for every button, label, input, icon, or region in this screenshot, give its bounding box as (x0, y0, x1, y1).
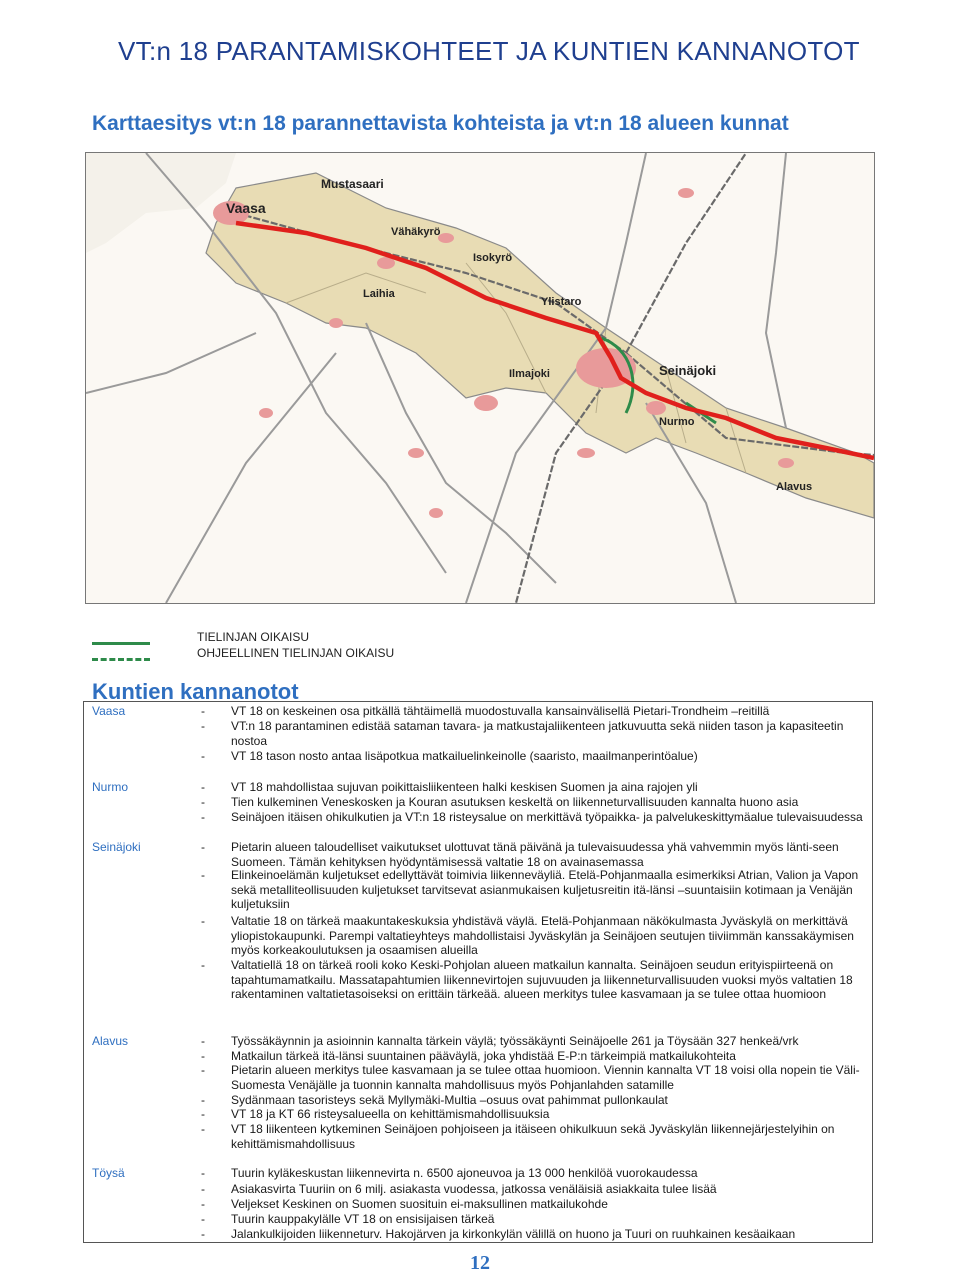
place-label: Ylistaro (541, 296, 582, 308)
place-label: Nurmo (659, 416, 695, 428)
list-item: - Sydänmaan tasoristeys sekä Myllymäki-Multia –osuus ovat pahimmat pullonkaulat (201, 1093, 668, 1107)
list-item: - Pietarin alueen merkitys tulee kasvamaan ja se tulee ottaa huomioon. Viennin kannalta VT 18 voisi olla nopein tie Väli-Suomesta Venäjälle ja tuonnin kannalta mahdollisuus myös Pohjanlahden satamille (201, 1063, 860, 1092)
list-item: - Jalankulkijoiden liikenneturv. Hakojärven ja kirkonkylän välillä on huono ja Tuuri on ruuhkainen kesäaikaan (201, 1227, 796, 1241)
list-item: - Tien kulkeminen Veneskosken ja Kouran asutuksen keskeltä on liikenneturvallisuuden kannalta huono asia (201, 795, 799, 809)
list-item: - VT 18 ja KT 66 risteysalueella on kehittämismahdollisuuksia (201, 1107, 550, 1121)
list-item: - VT 18 mahdollistaa sujuvan poikittaisliikenteen halki keskisen Suomen ja aina rajojen yli (201, 780, 698, 794)
list-item: - VT 18 tason nosto antaa lisäpotkua matkailuelinkeinolle (saaristo, maailmanperintöalue) (201, 749, 698, 763)
place-label: Laihia (363, 288, 395, 300)
list-item: - Valtatiellä 18 on tärkeä rooli koko Keski-Pohjolan alueen matkailun kannalta. Seinäjoen seudun erityispiirteenä on tapahtumamatkailu. Massatapahtumien liikennevirtojen sujuvuuden ja liikenneturvallisuuden vuoksi myös valtatien 18 rakentaminen valtatietasoiseksi on erittäin tärkeää. alueen merkitys tulee kasvamaan ja se tulee ottaa huomioon (201, 958, 853, 1001)
list-item: - Valtatie 18 on tärkeä maakuntakeskuksia yhdistävä väylä. Etelä-Pohjanmaan näkökulmasta Jyväskylä on merkittävä yliopistokaupunki. Parempi valtatieyhteys mahdollistaisi Jyväskylän ja Seinäjoen seutujen tiiviimmän kanssakäymisen myös korkeakoulutuksen ja osaamisen alueilla (201, 914, 854, 957)
list-item: - Tuurin kyläkeskustan liikennevirta n. 6500 ajoneuvoa ja 13 000 henkilöä vuorokaudessa (201, 1166, 698, 1180)
list-item: - Matkailun tärkeä itä-länsi suuntainen pääväylä, joka yhdistää E-P:n tärkeimpiä matkailukohteita (201, 1049, 736, 1063)
route-map (85, 152, 875, 604)
list-item: - Veljekset Keskinen on Suomen suosituin ei-maksullinen matkailukohde (201, 1197, 608, 1211)
list-item: - VT:n 18 parantaminen edistää sataman tavara- ja matkustajaliikenteen jatkuvuutta sekä niiden tason ja kapasiteetin nostoa (201, 719, 844, 748)
municipality-name: Vaasa (92, 704, 126, 718)
municipality-name: Seinäjoki (92, 840, 141, 854)
list-item: - Pietarin alueen taloudelliset vaikutukset ulottuvat tänä päivänä ja tulevaisuudessa yhä vahvemmin myös länti-seen Suomeen. Tämän kehityksen hyödyntämisessä valtatie 18 on avainasemassa (201, 840, 839, 869)
municipality-name: Alavus (92, 1034, 129, 1048)
place-label: Isokyrö (473, 252, 513, 264)
place-label: Mustasaari (321, 177, 384, 191)
place-label: Ilmajoki (509, 368, 550, 380)
list-item: - Elinkeinoelämän kuljetukset edellyttävät toimivia liikenneväyliä. Etelä-Pohjanmaalla esimerkiksi Atrian, Valion ja Vapon sekä metalliteollisuuden kuljetukset tarvitsevat asianmukaisen kuljetusreitin itä-länsi –suuntaisiin kotimaan ja Venäjän kuljetuksiin (201, 868, 859, 911)
list-item: - Seinäjoen itäisen ohikulkutien ja VT:n 18 risteysalue on merkittävä työpaikka- ja palvelukeskittymäalue tulevaisuudessa (201, 810, 863, 824)
municipality-name: Nurmo (92, 780, 129, 794)
place-label: Vaasa (226, 200, 266, 216)
list-item: - VT 18 on keskeinen osa pitkällä tähtäimellä muodostuvalla kansainvälisellä Pietari-Trondheim –reitillä (201, 704, 770, 718)
map-canvas (86, 153, 874, 603)
list-item: - VT 18 liikenteen kytkeminen Seinäjoen pohjoiseen ja itäiseen ohikulkuun sekä Jyväskylän liikennejärjestelyihin on kehittämismahdollisuus (201, 1122, 835, 1151)
place-label: Seinäjoki (659, 363, 717, 378)
page-number: 12 (470, 1252, 490, 1274)
municipality-name: Töysä (92, 1166, 125, 1180)
list-item: - Tuurin kauppakylälle VT 18 on ensisijaisen tärkeä (201, 1212, 495, 1226)
page-title: VT:n 18 PARANTAMISKOHTEET JA KUNTIEN KANNANOTOT (118, 36, 860, 66)
place-label: Vähäkyrö (391, 226, 441, 238)
legend-label: OHJEELLINEN TIELINJAN OIKAISU (197, 646, 395, 660)
place-label: Alavus (776, 481, 813, 493)
legend-solid-line-icon (92, 642, 150, 645)
map-caption: Karttaesitys vt:n 18 parannettavista kohteista ja vt:n 18 alueen kunnat (92, 112, 789, 135)
section-heading: Kuntien kannanotot (92, 679, 299, 704)
list-item: - Asiakasvirta Tuuriin on 6 milj. asiakasta vuodessa, jatkossa venäläisiä asiakkaita tulee lisää (201, 1182, 717, 1196)
list-item: - Työssäkäynnin ja asioinnin kannalta tärkein väylä; työssäkäynti Seinäjoelle 261 ja Töysään 327 henkeä/vrk (201, 1034, 799, 1048)
statements-table (83, 701, 873, 1243)
legend-dashed-line-icon (92, 658, 150, 661)
legend-label: TIELINJAN OIKAISU (197, 630, 310, 644)
